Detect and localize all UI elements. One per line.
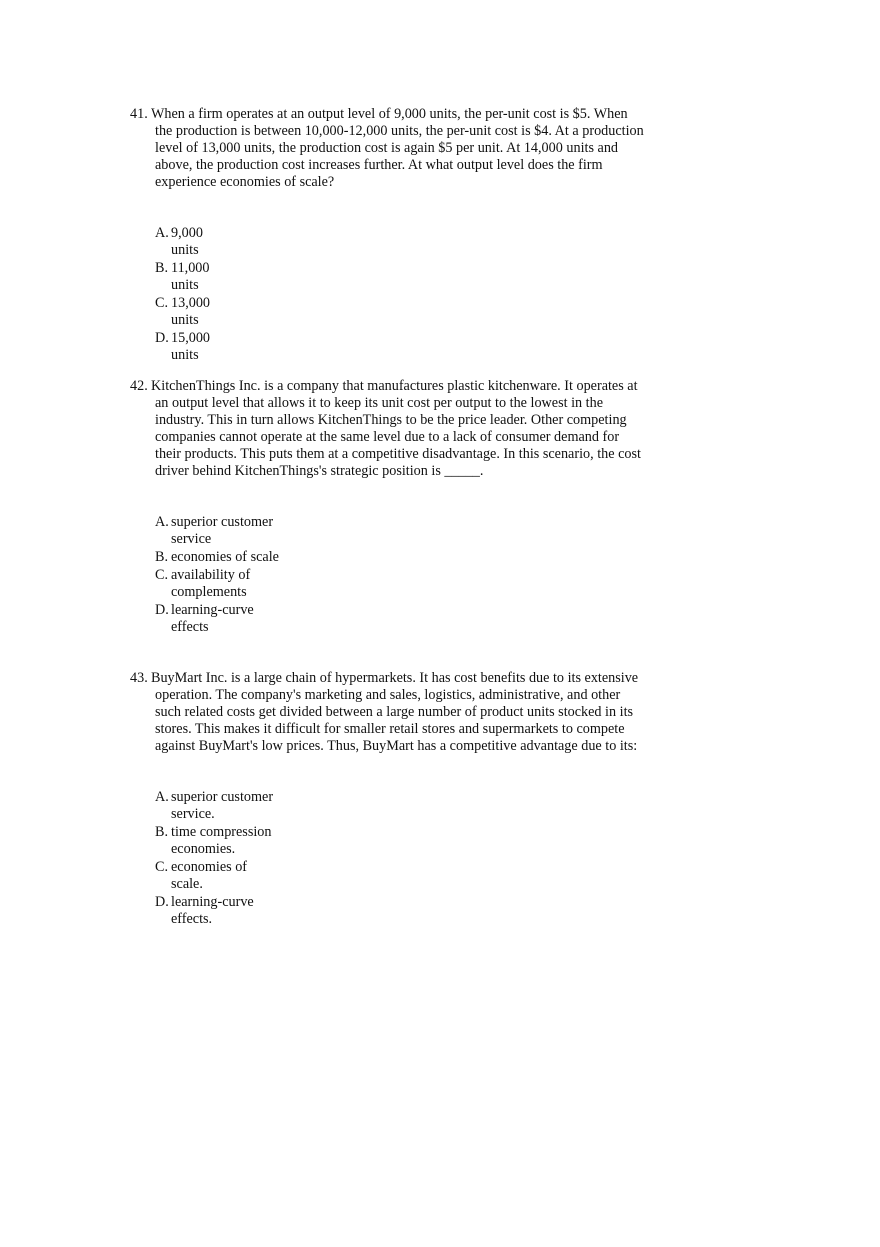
- option-d[interactable]: [155, 330, 646, 364]
- option-a[interactable]: [155, 514, 646, 548]
- option-letter: C.: [155, 295, 169, 311]
- option-b[interactable]: [155, 260, 646, 294]
- option-text: time compression economies.: [171, 824, 272, 857]
- option-letter: C.: [155, 567, 169, 583]
- option-letter: D.: [155, 330, 169, 346]
- option-a[interactable]: [155, 789, 646, 823]
- option-text: learning-curve effects: [171, 602, 254, 635]
- option-letter: C.: [155, 859, 169, 875]
- option-c[interactable]: [155, 567, 646, 601]
- option-letter: A.: [155, 514, 169, 530]
- option-text: economies of scale: [171, 549, 279, 565]
- option-letter: D.: [155, 602, 169, 618]
- question-text: BuyMart Inc. is a large chain of hypermarkets. It has cost benefits due to its extensive operation. The company's marketing and sales, logistics, administrative, and other such related costs get divided between a large number of product units stocked in its stores. This makes it difficult for smaller retail stores and supermarkets to compete against BuyMart's low prices. Thus, BuyMart has a competitive advantage due to its:: [151, 670, 639, 754]
- question-text: When a firm operates at an output level of 9,000 units, the per-unit cost is $5. When the production is between 10,000-12,000 units, the per-unit cost is $4. At a production level of 13,000 units, the production cost is again $5 per unit. At 14,000 units and above, the production cost increases further. At what output level does the firm experience economies of scale?: [151, 106, 644, 190]
- question-stem: [130, 106, 646, 191]
- option-text: 11,000 units: [171, 260, 210, 293]
- option-letter: A.: [155, 225, 169, 241]
- option-letter: B.: [155, 260, 169, 276]
- option-letter: B.: [155, 549, 169, 565]
- option-c[interactable]: [155, 295, 646, 329]
- option-letter: B.: [155, 824, 169, 840]
- question-42: [130, 378, 646, 637]
- option-text: 9,000 units: [171, 225, 203, 258]
- question-stem: [130, 378, 646, 480]
- question-43: [130, 670, 646, 929]
- option-c[interactable]: [155, 859, 646, 893]
- option-text: learning-curve effects.: [171, 894, 254, 927]
- option-letter: A.: [155, 789, 169, 805]
- question-41: [130, 106, 646, 365]
- question-stem: [130, 670, 646, 755]
- answer-options: [155, 514, 646, 636]
- question-number: 41.: [130, 106, 148, 122]
- option-b[interactable]: [155, 824, 646, 858]
- option-text: superior customer service.: [171, 789, 274, 822]
- answer-options: [155, 789, 646, 928]
- option-d[interactable]: [155, 894, 646, 928]
- option-text: 15,000 units: [171, 330, 211, 363]
- option-text: superior customer service: [171, 514, 274, 547]
- option-b[interactable]: [155, 549, 646, 566]
- answer-options: [155, 225, 646, 364]
- question-text: KitchenThings Inc. is a company that manufactures plastic kitchenware. It operates at an output level that allows it to keep its unit cost per output to the lowest in the industry. This in turn allows KitchenThings to be the price leader. Other competing companies cannot operate at the same level due to a lack of consumer demand for their products. This puts them at a competitive disadvantage. In this scenario, the cost driver behind KitchenThings's strategic position is _____.: [151, 378, 641, 479]
- option-text: economies of scale.: [171, 859, 248, 892]
- question-number: 42.: [130, 378, 148, 394]
- option-text: 13,000 units: [171, 295, 211, 328]
- option-text: availability of complements: [171, 567, 251, 600]
- option-a[interactable]: [155, 225, 646, 259]
- option-d[interactable]: [155, 602, 646, 636]
- question-number: 43.: [130, 670, 148, 686]
- option-letter: D.: [155, 894, 169, 910]
